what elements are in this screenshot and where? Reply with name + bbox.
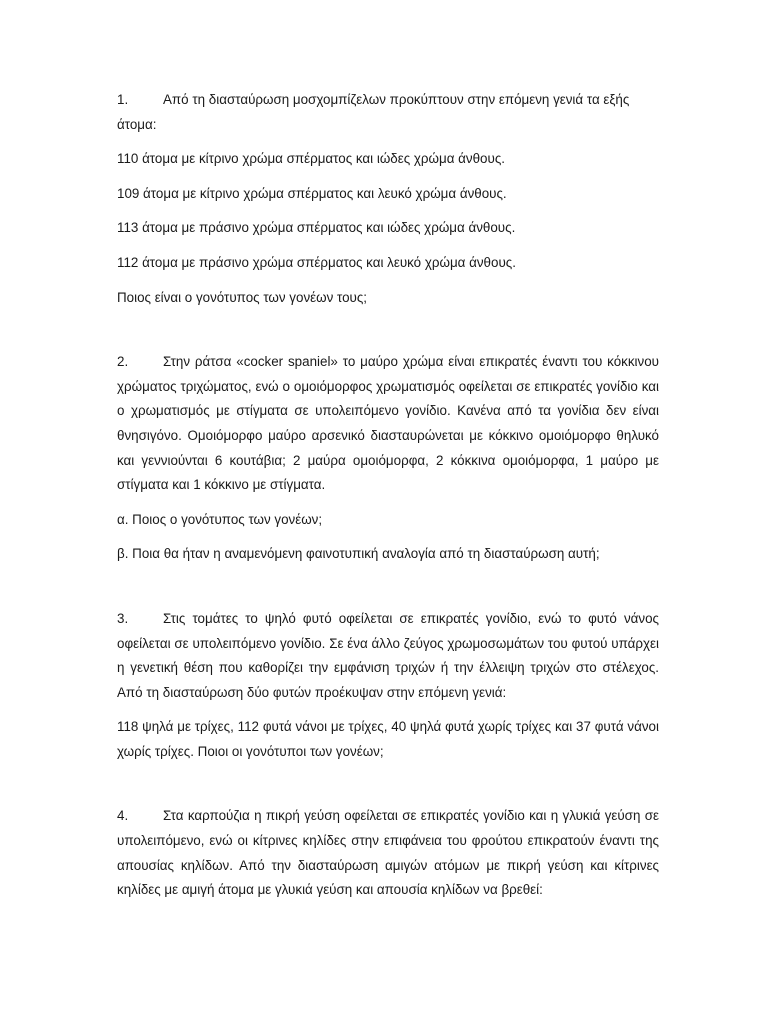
question-3-intro: 3. Στις τομάτες το ψηλό φυτό οφείλεται σε επικρατές γονίδιο, ενώ το φυτό νάνος οφείλεται σε υπολειπόμενο γονίδιο. Σε ένα άλλο ζεύγος χρωμοσωμάτων του φυτού υπάρχει η γενετική θέση που καθορίζει την εμφάνιση τριχών ή την έλλειψη τριχών στο στέλεχος. Από τη διασταύρωση δύο φυτών προέκυψαν στην επόμενη γενιά: [117, 607, 659, 705]
question-3-number: 3. [117, 610, 129, 626]
question-1 [117, 88, 659, 310]
question-1-item-1: 110 άτομα με κίτρινο χρώμα σπέρματος και ιώδες χρώμα άνθους. [117, 151, 506, 167]
question-1-item-2: 109 άτομα με κίτρινο χρώμα σπέρματος και λευκό χρώμα άνθους. [117, 185, 507, 201]
question-4-number: 4. [117, 808, 129, 824]
question-3-item-1: 118 ψηλά με τρίχες, 112 φυτά νάνοι με τρίχες, 40 ψηλά φυτά χωρίς τρίχες και 37 φυτά νάνοι χωρίς τρίχες. Ποιοι οι γονότυποι των γονέων; [117, 719, 659, 759]
question-1-intro: 1. Από τη διασταύρωση μοσχομπίζελων προκύπτουν στην επόμενη γενιά τα εξής άτομα: [117, 88, 659, 137]
question-1-number: 1. [117, 92, 129, 107]
question-1-item-5: Ποιος είναι ο γονότυπος των γονέων τους; [117, 289, 368, 305]
question-2-number: 2. [117, 354, 129, 370]
question-1-item-3: 113 άτομα με πράσινο χρώμα σπέρματος και ιώδες χρώμα άνθους. [117, 220, 516, 236]
question-2-item-b: β. Ποια θα ήταν η αναμενόμενη φαινοτυπική αναλογία από τη διασταύρωση αυτή; [117, 546, 600, 562]
question-2-item-a: α. Ποιος ο γονότυπος των γονέων; [117, 511, 323, 527]
question-2-intro: 2. Στην ράτσα «cocker spaniel» το μαύρο χρώμα είναι επικρατές έναντι του κόκκινου χρώματος τριχώματος, ενώ ο ομοιόμορφος χρωματισμός οφείλεται σε επικρατές γονίδιο και ο χρωματισμός με στίγματα σε υπολειπόμενο γονίδιο. Κανένα από τα γονίδια δεν είναι θνησιγόνο. Ομοιόμορφο μαύρο αρσενικό διασταυρώνεται με κόκκινο ομοιόμορφο θηλυκό και γεννιούνται 6 κουτάβια; 2 μαύρα ομοιόμορφα, 2 κόκκινα ομοιόμορφα, 1 μαύρο με στίγματα και 1 κόκκινο με στίγματα. [117, 350, 659, 498]
document-page [117, 88, 659, 903]
question-4 [117, 804, 659, 902]
question-2 [117, 350, 659, 567]
question-4-intro: 4. Στα καρπούζια η πικρή γεύση οφείλεται σε επικρατές γονίδιο και η γλυκιά γεύση σε υπολειπόμενο, ενώ οι κίτρινες κηλίδες στην επιφάνεια του φρούτου επικρατούν έναντι της απουσίας κηλίδων. Από την διασταύρωση αμιγών ατόμων με πικρή γεύση και κίτρινες κηλίδες με αμιγή άτομα με γλυκιά γεύση και απουσία κηλίδων να βρεθεί: [117, 804, 659, 902]
question-1-item-4: 112 άτομα με πράσινο χρώμα σπέρματος και λευκό χρώμα άνθους. [117, 254, 516, 270]
question-3 [117, 607, 659, 765]
